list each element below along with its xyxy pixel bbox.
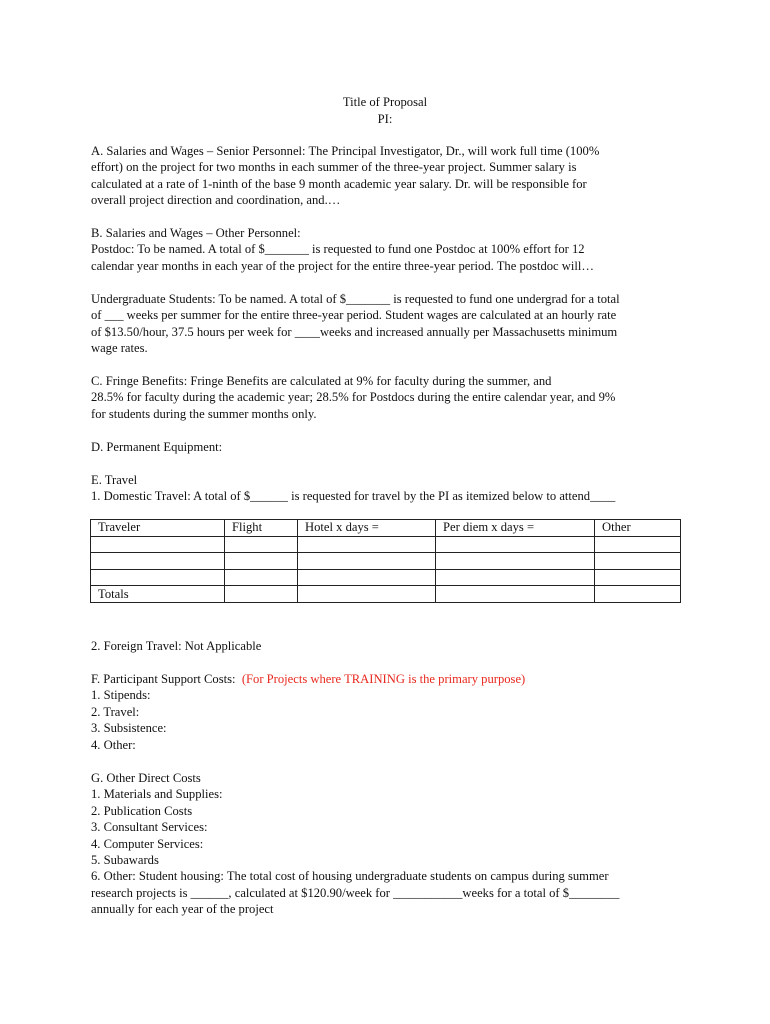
table-cell [225, 586, 298, 603]
section-a-line: overall project direction and coordination, and.… [91, 193, 341, 208]
table-totals-row [91, 586, 681, 603]
table-row [91, 536, 681, 553]
section-g-heading: G. Other Direct Costs [91, 771, 201, 785]
table-row [91, 569, 681, 586]
pi-label: PI: [377, 112, 393, 126]
list-item: 1. Materials and Supplies: [91, 787, 223, 802]
domestic-travel-line: 1. Domestic Travel: A total of $______ is requested for travel by the PI as itemized below to attend____ [91, 489, 616, 504]
travel-table [90, 519, 681, 603]
section-a-line: A. Salaries and Wages – Senior Personnel: The Principal Investigator, Dr., will work full time (100% [91, 144, 600, 158]
table-cell [298, 536, 436, 553]
section-b-line: Postdoc: To be named. A total of $_______ is requested to fund one Postdoc at 100% effort for 12 [91, 242, 585, 257]
proposal-title: Title of Proposal [342, 95, 428, 109]
table-cell [225, 569, 298, 586]
header-flight: Flight [225, 520, 298, 537]
header-per-diem: Per diem x days = [436, 520, 595, 537]
section-b-line: B. Salaries and Wages – Other Personnel: [91, 226, 301, 240]
table-cell [595, 569, 681, 586]
list-item: 4. Computer Services: [91, 836, 204, 851]
list-item: 6. Other: Student housing: The total cost of housing undergraduate students on campus during summer [91, 869, 609, 884]
section-c-fringe-benefits [91, 373, 691, 422]
undergrad-line: Undergraduate Students: To be named. A total of $_______ is requested to fund one undergrad for a total [91, 292, 620, 306]
list-item: annually for each year of the project [91, 902, 274, 917]
section-a-line: calculated at a rate of 1-ninth of the base 9 month academic year salary. Dr. will be responsible for [91, 176, 587, 191]
table-cell [298, 553, 436, 570]
list-item: 2. Travel: [91, 704, 140, 719]
table-cell [595, 553, 681, 570]
header-hotel: Hotel x days = [298, 520, 436, 537]
section-e-heading: E. Travel [91, 473, 138, 487]
section-c-line: for students during the summer months only. [91, 406, 317, 421]
table-cell [436, 553, 595, 570]
undergraduate-students-paragraph [91, 291, 691, 357]
section-f-heading-line [91, 671, 691, 687]
section-a-senior-personnel [91, 143, 691, 209]
table-cell [225, 536, 298, 553]
foreign-travel [91, 638, 691, 654]
table-cell [91, 569, 225, 586]
table-cell [436, 586, 595, 603]
undergrad-line: of $13.50/hour, 37.5 hours per week for ____weeks and increased annually per Massachusetts minimum [91, 324, 618, 339]
list-item: research projects is ______, calculated at $120.90/week for ___________weeks for a total of $________ [91, 885, 620, 900]
section-e-travel [91, 472, 691, 505]
list-item: 2. Publication Costs [91, 803, 193, 818]
list-item: 5. Subawards [91, 853, 159, 868]
section-c-line: 28.5% for faculty during the academic year; 28.5% for Postdocs during the entire calendar year, and 9% [91, 390, 616, 405]
section-c-line: C. Fringe Benefits: Fringe Benefits are calculated at 9% for faculty during the summer, and [91, 374, 552, 388]
table-cell [298, 586, 436, 603]
table-cell [595, 536, 681, 553]
table-cell [595, 586, 681, 603]
section-f-heading: F. Participant Support Costs: [91, 672, 236, 686]
list-item: 3. Consultant Services: [91, 820, 208, 835]
section-d-line: D. Permanent Equipment: [91, 440, 223, 454]
undergrad-line: of ___ weeks per summer for the entire three-year period. Student wages are calculated at an hourly rate [91, 308, 617, 323]
table-cell [91, 536, 225, 553]
table-cell [298, 569, 436, 586]
table-cell [225, 553, 298, 570]
section-a-line: effort) on the project for two months in each summer of the three-year project. Summer salary is [91, 160, 577, 175]
list-item: 1. Stipends: [91, 688, 151, 703]
table-cell [436, 569, 595, 586]
section-b-line: calendar year months in each year of the project for the entire three-year period. The postdoc will… [91, 258, 594, 273]
section-g-other-direct-costs [91, 770, 691, 918]
foreign-travel-line: 2. Foreign Travel: Not Applicable [91, 639, 262, 653]
table-cell [91, 553, 225, 570]
section-b-other-personnel [91, 225, 691, 274]
table-cell [436, 536, 595, 553]
undergrad-line: wage rates. [91, 341, 148, 356]
section-d-equipment [91, 439, 691, 455]
totals-label: Totals [91, 586, 225, 603]
list-item: 3. Subsistence: [91, 721, 167, 736]
list-item: 4. Other: [91, 737, 136, 752]
header-traveler: Traveler [91, 520, 225, 537]
header-other: Other [595, 520, 681, 537]
training-note: (For Projects where TRAINING is the primary purpose) [241, 672, 526, 686]
table-row [91, 553, 681, 570]
table-header-row [91, 520, 681, 537]
section-f-participant-support [91, 671, 691, 753]
